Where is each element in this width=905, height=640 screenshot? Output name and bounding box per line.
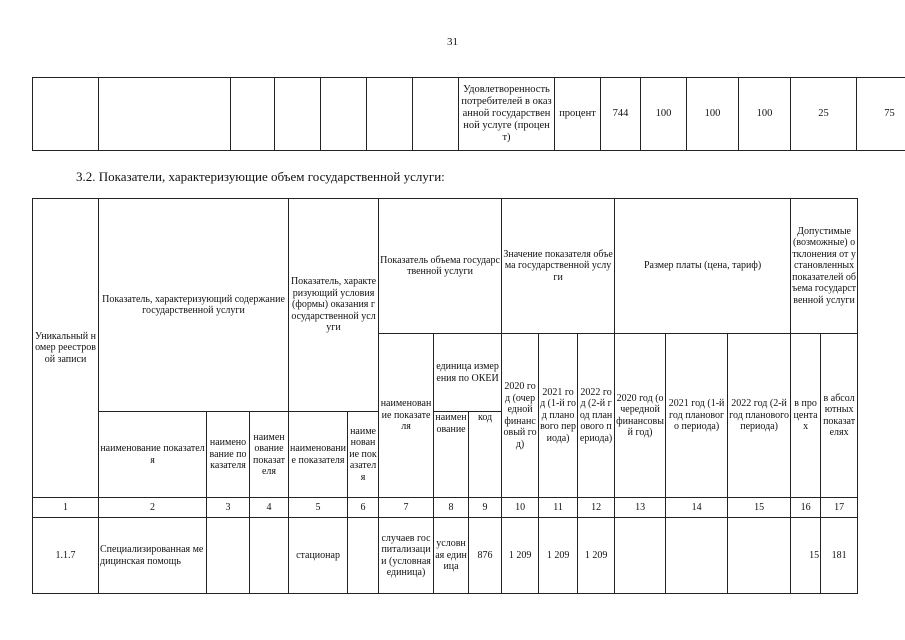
cell-value-2021: 1 209 <box>539 518 578 594</box>
header-unique-number: Уникальный номер реестровой записи <box>33 199 99 498</box>
header-volume-group: Показатель объема государственной услуги <box>379 199 502 334</box>
cell-empty <box>33 78 99 151</box>
cell-value-2021: 100 <box>687 78 739 151</box>
header-content-name-3: наименование показателя <box>250 412 289 498</box>
header-payment-2021: 2021 год (1-й год планового периода) <box>666 334 728 498</box>
cell-empty <box>250 518 289 594</box>
header-deviation-percent: в процентах <box>791 334 821 498</box>
cell-code: 876 <box>469 518 502 594</box>
column-number: 3 <box>207 498 250 518</box>
cell-indicator: Удовлетворенность потребителей в оказанной государственной услуге (процент) <box>459 78 555 151</box>
cell-deviation-absolute: 181 <box>821 518 858 594</box>
header-okei-unit: единица измерения по ОКЕИ <box>434 334 502 412</box>
header-deviation-absolute: в абсолютных показателях <box>821 334 858 498</box>
header-payment-2020: 2020 год (очередной финансовый год) <box>615 334 666 498</box>
column-number: 7 <box>379 498 434 518</box>
column-number: 15 <box>728 498 791 518</box>
column-number: 11 <box>539 498 578 518</box>
header-unit-code: код <box>469 412 502 498</box>
cell-condition: стационар <box>289 518 348 594</box>
header-payment-2022: 2022 год (2-й год планового периода) <box>728 334 791 498</box>
cell-deviation-percent: 25 <box>791 78 857 151</box>
cell-value-2020: 100 <box>641 78 687 151</box>
column-number: 10 <box>502 498 539 518</box>
header-conditions-group: Показатель, характеризующий условия (формы) оказания государственной услуги <box>289 199 379 412</box>
cell-value-2020: 1 209 <box>502 518 539 594</box>
header-row-1 <box>33 199 858 334</box>
cell-empty <box>615 518 666 594</box>
cell-empty <box>348 518 379 594</box>
page-number: 31 <box>447 36 458 48</box>
table-row <box>33 518 858 594</box>
header-condition-name-1: наименование показателя <box>289 412 348 498</box>
header-unit-name: наименование <box>434 412 469 498</box>
cell-deviation-absolute: 75 <box>857 78 905 151</box>
header-payment-group: Размер платы (цена, тариф) <box>615 199 791 334</box>
cell-empty <box>275 78 321 151</box>
cell-content: Специализированная медицинская помощь <box>99 518 207 594</box>
cell-value-2022: 1 209 <box>578 518 615 594</box>
cell-empty <box>99 78 231 151</box>
header-content-name-1: наименование показателя <box>99 412 207 498</box>
column-number: 16 <box>791 498 821 518</box>
column-number: 6 <box>348 498 379 518</box>
column-number: 12 <box>578 498 615 518</box>
cell-empty <box>666 518 728 594</box>
cell-unit: процент <box>555 78 601 151</box>
column-number: 17 <box>821 498 858 518</box>
volume-indicators-table <box>32 198 858 594</box>
column-number: 2 <box>99 498 207 518</box>
table-row <box>33 78 905 151</box>
header-condition-name-2: наименование показателя <box>348 412 379 498</box>
column-number: 13 <box>615 498 666 518</box>
column-number: 5 <box>289 498 348 518</box>
column-number: 1 <box>33 498 99 518</box>
cell-empty <box>367 78 413 151</box>
header-content-name-2: наименование показателя <box>207 412 250 498</box>
cell-unit: условная единица <box>434 518 469 594</box>
column-number: 8 <box>434 498 469 518</box>
column-number: 9 <box>469 498 502 518</box>
cell-deviation-percent: 15 <box>791 518 821 594</box>
cell-empty <box>231 78 275 151</box>
header-value-2021: 2021 год (1-й год планового периода) <box>539 334 578 498</box>
header-value-2020: 2020 год (очередной финансовый год) <box>502 334 539 498</box>
header-volume-indicator-name: наименование показателя <box>379 334 434 498</box>
header-deviation-group: Допустимые (возможные) отклонения от установленных показателей объема государственной услуги <box>791 199 858 334</box>
column-numbers-row <box>33 498 858 518</box>
cell-empty <box>728 518 791 594</box>
cell-value-2022: 100 <box>739 78 791 151</box>
cell-empty <box>413 78 459 151</box>
column-number: 14 <box>666 498 728 518</box>
cell-empty <box>321 78 367 151</box>
cell-volume-indicator: случаев госпитализации (условная единица) <box>379 518 434 594</box>
header-value-2022: 2022 год (2-й год планового периода) <box>578 334 615 498</box>
cell-code: 744 <box>601 78 641 151</box>
column-number: 4 <box>250 498 289 518</box>
header-content-group: Показатель, характеризующий содержание государственной услуги <box>99 199 289 412</box>
header-value-group: Значение показателя объема государственной услуги <box>502 199 615 334</box>
section-title: 3.2. Показатели, характеризующие объем государственной услуги: <box>76 169 445 184</box>
cell-empty <box>207 518 250 594</box>
quality-indicators-table <box>32 77 905 151</box>
cell-record-id: 1.1.7 <box>33 518 99 594</box>
